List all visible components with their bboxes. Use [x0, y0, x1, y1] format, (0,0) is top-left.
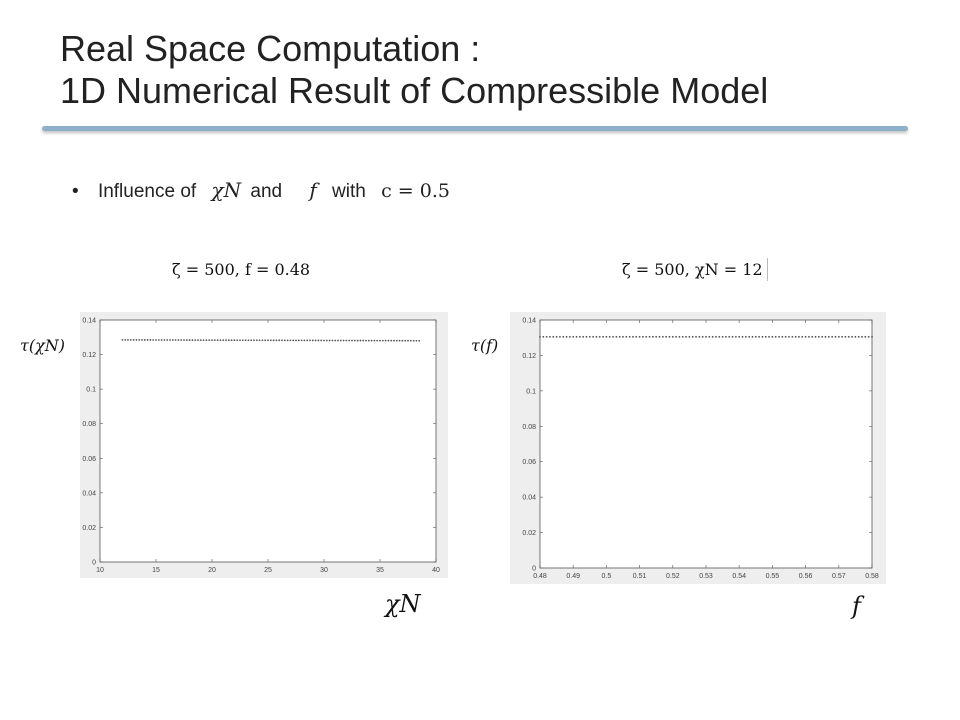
chart1-data-point — [186, 339, 188, 341]
chart2-data-point — [562, 336, 564, 338]
chart2-ytick-label: 0.06 — [522, 459, 536, 467]
chart2-data-point — [831, 336, 833, 338]
chart2-data-point — [801, 336, 803, 338]
chart1-caption: ζ = 500, f = 0.48 — [168, 258, 314, 281]
chart2-data-point — [622, 336, 624, 338]
chart1-data-point — [144, 339, 146, 341]
chart2-xtick-label: 0.58 — [865, 573, 879, 580]
chart1-data-point — [332, 340, 334, 342]
chart1-xtick-label: 10 — [96, 567, 104, 574]
chart2-data-point — [655, 336, 657, 338]
chart2-data-point — [665, 336, 667, 338]
chart1-data-point — [407, 340, 409, 342]
chart1-data-point — [354, 340, 356, 342]
chart2-xtick-label: 0.52 — [665, 573, 680, 580]
chart2-data-point — [609, 336, 611, 338]
chart1-data-point — [304, 340, 306, 342]
chart1-data-point — [390, 340, 392, 342]
chart1-data-point — [374, 340, 376, 342]
chart1-data-point — [362, 340, 364, 342]
slide-title — [60, 28, 768, 112]
chart2-data-point — [738, 336, 740, 338]
chart2-data-point — [569, 336, 571, 338]
chart2-data-point — [821, 336, 823, 338]
chart1-data-point — [290, 339, 292, 341]
chart2-data-point — [798, 336, 800, 338]
chart2-data-point — [692, 336, 694, 338]
chart1-data-point — [217, 339, 219, 341]
title-line-2: 1D Numerical Result of Compressible Model — [60, 70, 769, 111]
chart1-xtick-label: 40 — [432, 567, 440, 574]
chart1-data-point — [357, 340, 359, 342]
chart2-data-point — [825, 336, 827, 338]
title-underline — [42, 126, 908, 131]
chart1-ytick-label: 0.1 — [86, 386, 96, 394]
chart1-data-point — [253, 339, 255, 341]
chart1-data-point — [267, 339, 269, 341]
bullet-var-chin: χN — [211, 178, 242, 202]
chart2-data-point — [582, 336, 584, 338]
chart1-data-point — [346, 340, 348, 342]
chart2-data-point — [772, 336, 774, 338]
chart1-data-point — [130, 339, 132, 341]
chart2-ytick-label: 0.14 — [522, 317, 536, 325]
chart2-data-point — [662, 336, 664, 338]
chart2-data-point — [778, 336, 780, 338]
chart2-data-point — [805, 336, 807, 338]
chart2-data-point — [855, 336, 857, 338]
chart1-data-point — [315, 340, 317, 342]
chart1-xtick-label: 35 — [376, 567, 384, 574]
chart1-data-point — [147, 339, 149, 341]
bullet-and: and — [250, 181, 283, 202]
chart2-data-point — [612, 336, 614, 338]
chart2-ylabel: τ(f) — [471, 336, 499, 355]
chart1-data-point — [404, 340, 406, 342]
chart2-data-point — [748, 336, 750, 338]
chart2-data-point — [652, 336, 654, 338]
chart2-data-point — [858, 336, 860, 338]
chart1-data-point — [306, 340, 308, 342]
chart1-data-point — [318, 340, 320, 342]
chart2-data-point — [835, 336, 837, 338]
chart1-data-point — [273, 339, 275, 341]
chart2-data-point — [702, 336, 704, 338]
chart2-data-point — [728, 336, 730, 338]
chart1-data-point — [155, 339, 157, 341]
chart1-data-point — [334, 340, 336, 342]
chart2-data-point — [818, 336, 820, 338]
chart2-data-point — [542, 336, 544, 338]
chart2-data-point — [695, 336, 697, 338]
chart2-data-point — [848, 336, 850, 338]
chart2-data-point — [642, 336, 644, 338]
chart2-data-point — [579, 336, 581, 338]
chart2-data-point — [775, 336, 777, 338]
chart1-data-point — [231, 339, 233, 341]
chart2-data-point — [698, 336, 700, 338]
chart1-data-point — [250, 339, 252, 341]
chart2-data-point — [811, 336, 813, 338]
chart2-data-point — [861, 336, 863, 338]
chart1-ytick-label: 0.08 — [82, 421, 96, 429]
chart1-data-point — [393, 340, 395, 342]
chart2-data-point — [635, 336, 637, 338]
chart1-data-point — [402, 340, 404, 342]
chart1-ytick-label: 0.06 — [82, 455, 96, 463]
bullet-dot: • — [72, 181, 79, 202]
chart1-data-point — [203, 339, 205, 341]
chart1-data-point — [133, 339, 135, 341]
chart2-data-point — [841, 336, 843, 338]
chart1-data-point — [166, 339, 168, 341]
chart2-data-point — [599, 336, 601, 338]
bullet-point — [72, 178, 450, 203]
chart1-data-point — [292, 339, 294, 341]
chart1-data-point — [365, 340, 367, 342]
chart1-data-point — [192, 339, 194, 341]
chart2-xtick-label: 0.54 — [732, 573, 747, 580]
chart1-data-point — [234, 339, 236, 341]
chart1-ytick-label: 0.12 — [82, 352, 96, 360]
chart1-data-point — [382, 340, 384, 342]
chart2-xtick-label: 0.57 — [831, 573, 846, 580]
chart2-ytick-label: 0 — [532, 565, 536, 573]
chart1-data-point — [264, 339, 266, 341]
chart1-data-point — [309, 340, 311, 342]
chart2-data-point — [785, 336, 787, 338]
chart1-data-point — [410, 340, 412, 342]
chart1-data-point — [138, 339, 140, 341]
chart1-data-point — [183, 339, 185, 341]
chart1-data-point — [236, 339, 238, 341]
chart1-data-point — [348, 340, 350, 342]
chart2-data-point — [576, 336, 578, 338]
chart2-data-point — [546, 336, 548, 338]
chart2-data-point — [675, 336, 677, 338]
chart1-data-point — [360, 340, 362, 342]
chart2-data-point — [672, 336, 674, 338]
chart1-data-point — [413, 340, 415, 342]
chart2-data-point — [864, 336, 866, 338]
chart2-data-point — [659, 336, 661, 338]
chart1-data-point — [343, 340, 345, 342]
chart1-data-point — [206, 339, 208, 341]
chart2-data-point — [679, 336, 681, 338]
chart2-data-point — [572, 336, 574, 338]
title-line-1: Real Space Computation : — [60, 28, 481, 69]
chart1-data-point — [248, 339, 250, 341]
chart1-data-point — [225, 339, 227, 341]
chart1-data-point — [172, 339, 174, 341]
chart2-data-point — [718, 336, 720, 338]
chart1-data-point — [127, 339, 129, 341]
chart1-data-point — [122, 339, 124, 341]
chart2-data-point — [615, 336, 617, 338]
chart2-ytick-label: 0.08 — [522, 423, 536, 431]
chart1-data-point — [194, 339, 196, 341]
chart2-xtick-label: 0.53 — [699, 573, 713, 580]
chart1-data-point — [228, 339, 230, 341]
chart2-data-point — [735, 336, 737, 338]
chart1-data-point — [180, 339, 182, 341]
chart1-data-point — [337, 340, 339, 342]
chart1-data-point — [323, 340, 325, 342]
chart1-ylabel: τ(χN) — [20, 336, 66, 355]
chart1-data-point — [278, 339, 280, 341]
chart2-data-point — [596, 336, 598, 338]
chart2-data-point — [685, 336, 687, 338]
chart1-data-point — [141, 339, 143, 341]
chart2-ytick-label: 0.02 — [522, 530, 536, 538]
chart1-data-point — [158, 339, 160, 341]
chart1-data-point — [416, 340, 418, 342]
chart1-data-point — [340, 340, 342, 342]
chart2-data-point — [815, 336, 817, 338]
chart2-data-point — [715, 336, 717, 338]
chart1-data-point — [136, 339, 138, 341]
chart2-data-point — [755, 336, 757, 338]
chart1-data-point — [320, 340, 322, 342]
chart2-data-point — [762, 336, 764, 338]
chart2-data-point — [808, 336, 810, 338]
chart1-ytick-label: 0 — [92, 559, 96, 567]
chart1-xtick-label: 25 — [264, 567, 272, 574]
chart2-data-point — [791, 336, 793, 338]
chart1-data-point — [281, 339, 283, 341]
chart2-data-point — [712, 336, 714, 338]
chart1-data-point — [262, 339, 264, 341]
chart1-data-point — [164, 339, 166, 341]
chart1-data-point — [379, 340, 381, 342]
chart2-data-point — [758, 336, 760, 338]
chart2-data-point — [689, 336, 691, 338]
chart1-data-point — [245, 339, 247, 341]
chart1-data-point — [326, 340, 328, 342]
chart1-ytick-label: 0.14 — [82, 317, 96, 325]
chart2-xtick-label: 0.49 — [566, 573, 581, 580]
chart1-xtick-label: 30 — [320, 567, 328, 574]
chart2-data-point — [732, 336, 734, 338]
chart2-data-point — [795, 336, 797, 338]
chart1-data-point — [329, 340, 331, 342]
chart1-data-point — [150, 339, 152, 341]
chart1-data-point — [242, 339, 244, 341]
chart2-data-point — [752, 336, 754, 338]
chart1-data-point — [175, 339, 177, 341]
chart2-data-point — [851, 336, 853, 338]
chart2-data-point — [768, 336, 770, 338]
chart1-data-point — [152, 339, 154, 341]
chart2-data-point — [549, 336, 551, 338]
chart2-data-point — [871, 336, 873, 338]
chart1-data-point — [368, 340, 370, 342]
chart2-data-point — [625, 336, 627, 338]
chart1-data-point — [371, 340, 373, 342]
chart2-data-point — [868, 336, 870, 338]
chart2-data-point — [639, 336, 641, 338]
chart2-data-point — [781, 336, 783, 338]
chart1-data-point — [208, 339, 210, 341]
chart1-data-point — [189, 339, 191, 341]
chart2-data-point — [602, 336, 604, 338]
chart2-xtick-label: 0.55 — [765, 573, 780, 580]
chart1-data-point — [124, 339, 126, 341]
chart2-data-point — [632, 336, 634, 338]
chart2-xtick-label: 0.56 — [798, 573, 813, 580]
chart2-data-point — [645, 336, 647, 338]
chart2-data-point — [725, 336, 727, 338]
chart1-data-point — [287, 339, 289, 341]
chart1-data-point — [399, 340, 401, 342]
chart1-data-point — [418, 340, 420, 342]
chart2-xtick-label: 0.5 — [601, 573, 612, 580]
chart1-xtick-label: 20 — [208, 567, 216, 574]
chart1-data-point — [197, 339, 199, 341]
chart2-data-point — [606, 336, 608, 338]
chart1-data-point — [178, 339, 180, 341]
chart1-data-point — [270, 339, 272, 341]
chart1-data-point — [298, 339, 300, 341]
chart1-data-point — [161, 339, 163, 341]
bullet-condition: c = 0.5 — [381, 180, 450, 202]
bullet-var-f: f — [309, 178, 317, 202]
chart2-caption: ζ = 500, χN = 12 — [618, 258, 768, 281]
chart1-data-point — [259, 339, 261, 341]
chart2-axes-box — [540, 320, 872, 568]
chart1-axes-box — [100, 320, 436, 562]
chart2-data-point — [745, 336, 747, 338]
chart1-ytick-label: 0.04 — [82, 490, 96, 498]
chart1-data-point — [256, 339, 258, 341]
chart1-data-point — [301, 340, 303, 342]
chart2-data-point — [682, 336, 684, 338]
chart1-data-point — [214, 339, 216, 341]
chart1-data-point — [169, 339, 171, 341]
bullet-prefix: Influence of — [97, 181, 197, 202]
chart2-xtick-label: 0.51 — [632, 573, 647, 580]
chart1-data-point — [351, 340, 353, 342]
chart1-xtick-label: 15 — [152, 567, 160, 574]
chart2-data-point — [708, 336, 710, 338]
chart1-data-point — [396, 340, 398, 342]
chart2-data-point — [586, 336, 588, 338]
chart1-data-point — [220, 339, 222, 341]
chart2-data-point — [589, 336, 591, 338]
chart2-data-point — [722, 336, 724, 338]
chart2-data-point — [649, 336, 651, 338]
chart1-data-point — [388, 340, 390, 342]
chart1-data-point — [312, 340, 314, 342]
chart2-data-point — [556, 336, 558, 338]
chart2-data-point — [559, 336, 561, 338]
chart2-data-point — [705, 336, 707, 338]
chart1-data-point — [276, 339, 278, 341]
chart2-plot — [510, 312, 886, 584]
chart2-ytick-label: 0.04 — [522, 494, 536, 502]
chart2-data-point — [552, 336, 554, 338]
chart1-data-point — [222, 339, 224, 341]
chart1-data-point — [211, 339, 213, 341]
chart2-data-point — [669, 336, 671, 338]
chart1-data-point — [200, 339, 202, 341]
chart2-data-point — [539, 336, 541, 338]
bullet-with: with — [332, 181, 366, 202]
chart1-data-point — [284, 339, 286, 341]
chart2-data-point — [629, 336, 631, 338]
chart2-xlabel: f — [852, 592, 861, 620]
chart2-data-point — [838, 336, 840, 338]
chart2-data-point — [828, 336, 830, 338]
chart2-data-point — [765, 336, 767, 338]
chart2-data-point — [742, 336, 744, 338]
chart2-data-point — [845, 336, 847, 338]
chart2-data-point — [592, 336, 594, 338]
chart1-data-point — [239, 339, 241, 341]
chart1-plot — [80, 312, 448, 578]
chart2-ytick-label: 0.1 — [526, 388, 536, 396]
chart1-data-point — [385, 340, 387, 342]
chart2-data-point — [788, 336, 790, 338]
chart2-ytick-label: 0.12 — [522, 352, 536, 360]
chart2-data-point — [619, 336, 621, 338]
chart1-data-point — [295, 339, 297, 341]
chart1-data-point — [376, 340, 378, 342]
chart1-xlabel: χN — [385, 590, 421, 618]
chart2-data-point — [566, 336, 568, 338]
chart2-xtick-label: 0.48 — [533, 573, 547, 580]
chart1-ytick-label: 0.02 — [82, 524, 96, 532]
